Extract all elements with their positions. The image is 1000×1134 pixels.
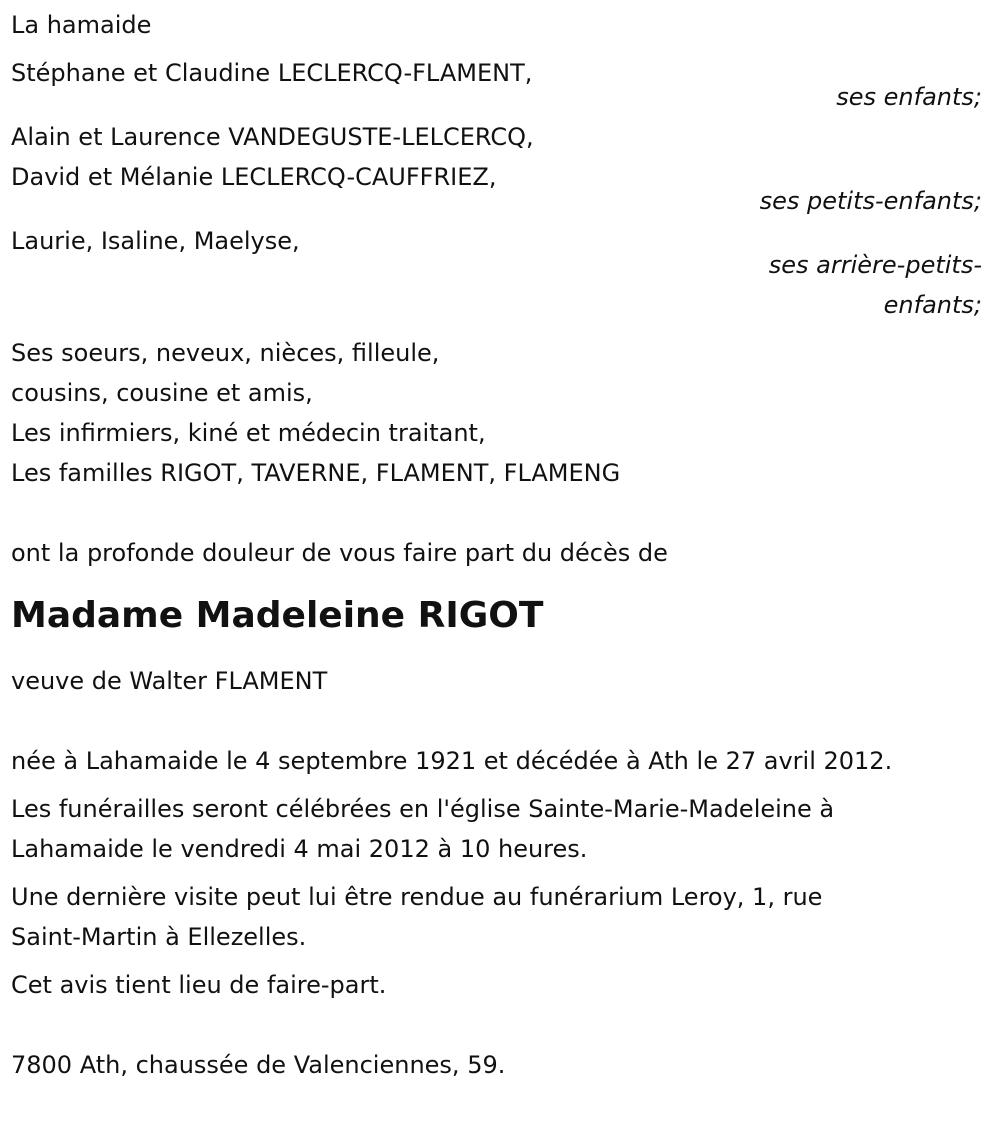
spacer — [11, 45, 990, 53]
grandchildren-role: ses petits-enfants; — [759, 187, 982, 215]
spacer — [11, 781, 990, 789]
spacer — [11, 869, 990, 877]
deceased-name: Madame Madeleine RIGOT — [11, 595, 544, 636]
others-line-1: Ses soeurs, neveux, nièces, filleule, — [11, 339, 440, 367]
visit-line-1: Une dernière visite peut lui être rendue au funérarium Leroy, 1, rue — [11, 883, 823, 911]
spacer — [11, 493, 990, 533]
notice-line: Cet avis tient lieu de faire-part. — [11, 971, 387, 999]
funeral-line-1: Les funérailles seront célébrées en l'église Sainte-Marie-Madeleine à — [11, 795, 835, 823]
spacer — [11, 1005, 990, 1045]
funeral-line-2: Lahamaide le vendredi 4 mai 2012 à 10 heures. — [11, 835, 588, 863]
great-grandchildren-names: Laurie, Isaline, Maelyse, — [11, 227, 300, 255]
children-names: Stéphane et Claudine LECLERCQ-FLAMENT, — [11, 59, 533, 87]
spacer — [11, 957, 990, 965]
address-line: 7800 Ath, chaussée de Valenciennes, 59. — [11, 1051, 506, 1079]
others-line-4: Les familles RIGOT, TAVERNE, FLAMENT, FLAMENG — [11, 459, 621, 487]
visit-line-2: Saint-Martin à Ellezelles. — [11, 923, 307, 951]
spouse-line: veuve de Walter FLAMENT — [11, 667, 328, 695]
grandchildren-name-1: Alain et Laurence VANDEGUSTE-LELCERCQ, — [11, 123, 534, 151]
announcement-text: ont la profonde douleur de vous faire part du décès de — [11, 539, 668, 567]
others-line-3: Les infirmiers, kiné et médecin traitant, — [11, 419, 486, 447]
birth-death-line: née à Lahamaide le 4 septembre 1921 et décédée à Ath le 27 avril 2012. — [11, 747, 893, 775]
great-grandchildren-role-2: enfants; — [883, 291, 982, 319]
spacer — [11, 701, 990, 741]
others-line-2: cousins, cousine et amis, — [11, 379, 313, 407]
spacer — [11, 325, 990, 333]
grandchildren-name-2: David et Mélanie LECLERCQ-CAUFFRIEZ, — [11, 163, 497, 191]
children-role: ses enfants; — [836, 83, 982, 111]
great-grandchildren-role-1: ses arrière-petits- — [768, 251, 982, 279]
place-name: La hamaide — [11, 11, 152, 39]
